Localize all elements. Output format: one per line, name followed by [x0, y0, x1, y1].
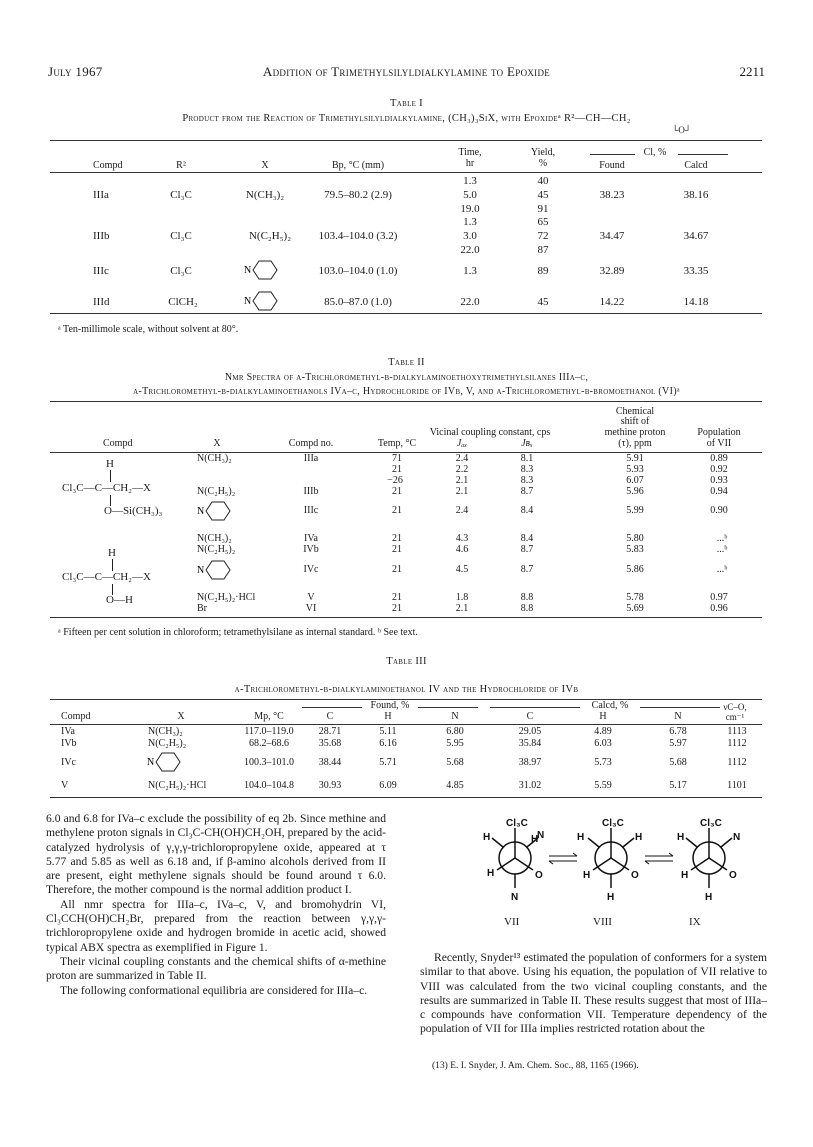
t2-r8-temp: 21 [392, 592, 402, 603]
vii-h-left: H [483, 832, 491, 843]
piperidine-ring-icon [244, 257, 288, 283]
t2-r5-shift: 5.80 [626, 533, 644, 544]
t1-h-compd: Compd [93, 160, 123, 171]
vii-ccl3: Cl₃C [506, 818, 528, 829]
t1-r0-y0: 40 [537, 175, 549, 187]
t3-r3-fh: 6.09 [379, 780, 397, 791]
ix-ccl3: Cl₃C [700, 818, 722, 829]
t2-r6-jax: 4.6 [455, 544, 469, 555]
t3-h-x: X [177, 711, 185, 722]
t2-h-jbx: Jʙₓ [521, 438, 533, 449]
t1-h-yield1: Yield, [530, 147, 556, 158]
t2-r7-jbx: 8.7 [520, 564, 534, 575]
ix-h-bottom: H [705, 892, 713, 903]
t1-r2-y0: 89 [537, 265, 549, 277]
t3-r1-ch: 6.03 [594, 738, 612, 749]
t1-r0-t2: 19.0 [460, 203, 480, 215]
body-left-p3: Their vicinal coupling constants and the chemical shifts of α-methine proton are summarized in Table II. [46, 954, 386, 983]
viii-h-left: H [577, 832, 585, 843]
t2-r8-jbx: 8.8 [520, 592, 534, 603]
t2-r9-temp: 21 [392, 603, 402, 614]
t2-r0-jbx: 8.1 [520, 453, 534, 464]
t2-h-chem4: (τ), ppm [618, 438, 652, 449]
t1-r2-compd: IIIc [93, 265, 109, 277]
t2-h-compdno: Compd no. [288, 438, 334, 449]
t3-r0-compd: IVa [61, 726, 75, 737]
svg-text:N: N [244, 265, 252, 276]
t2-r8-no: V [307, 592, 315, 603]
t3-h-calcd: Calcd, % [591, 700, 629, 711]
running-header-left: July 1967 [48, 64, 103, 79]
table2-label: Table II [388, 357, 425, 368]
t2-r1-shift: 5.93 [626, 464, 644, 475]
t3-r2-fc: 38.44 [318, 757, 342, 768]
t2-r3-temp: 21 [392, 486, 402, 497]
t2-h-temp: Temp, °C [377, 438, 417, 449]
t2-r7-no: IVc [303, 564, 319, 575]
t1-r2-t0: 1.3 [463, 265, 477, 277]
t1-r0-y1: 45 [537, 189, 549, 201]
t2-r2-shift: 6.07 [626, 475, 644, 486]
table3-label: Table III [386, 656, 427, 667]
reference-13: (13) E. I. Snyder, J. Am. Chem. Soc., 88, 1165 (1966). [432, 1061, 639, 1071]
t2-struct2-main: Cl₃C—C—CH₂—X [62, 571, 151, 583]
t2-r0-temp: 71 [392, 453, 402, 464]
t3-r2-cn: 5.68 [669, 757, 687, 768]
table1-title: Product from the Reaction of Trimethylsilyldialkylamine, (CH₃)₃SiX, with Epoxideᵃ R²—CH—CH₂ [182, 113, 631, 124]
t3-h-ch: H [599, 711, 607, 722]
t3-r1-fn: 5.95 [446, 738, 464, 749]
t2-r1-jax: 2.2 [455, 464, 469, 475]
t2-r0-no: IIIa [303, 453, 319, 464]
body-right-p1: Recently, Snyder¹³ estimated the population of conformers for a system similar to that above. Using his equation, the population of VII relative to VIII was calculated from the two vicinal coupling constants, and the results are summarized in Table II. These results suggest that most of IIIa–c compounds have conformation VII. Temperature dependency of the population of VII for IIIa implies restricted rotation about the [420, 951, 767, 1036]
vii-o: O [535, 870, 543, 881]
label-ix: IX [689, 916, 701, 928]
t2-struct2-sub: O—H [106, 594, 133, 606]
t3-r3-compd: V [61, 780, 69, 791]
t2-r2-jax: 2.1 [455, 475, 469, 486]
body-left-column [46, 812, 386, 998]
body-left-p2: All nmr spectra for IIIa–c, IVa–c, V, and bromohydrin VI, Cl₃CCH(OH)CH₂Br, prepared from the reaction between γ,γ,γ-trichloropropylene oxide and hydrogen bromide in acetic acid, showed typical ABX spectra as exemplified in Figure 1. [46, 897, 386, 954]
t3-r2-nu: 1112 [727, 757, 747, 768]
t2-r2-temp: −26 [387, 475, 403, 486]
t2-r6-x: N(C₂H₅)₂ [197, 544, 236, 555]
t3-r3-cn: 5.17 [669, 780, 687, 791]
t2-r4-shift: 5.99 [626, 505, 644, 516]
t3-r0-nu: 1113 [727, 726, 747, 737]
table2-title1: Nmr Spectra of α-Trichloromethyl-β-dialkylaminoethoxytrimethylsilanes IIIa–c, [224, 372, 589, 383]
t2-r1-jbx: 8.3 [520, 464, 534, 475]
t2-r5-x: N(CH₃)₂ [197, 533, 232, 544]
t2-r8-jax: 1.8 [455, 592, 469, 603]
table2-footnote: ᵃ Fifteen per cent solution in chloroform; tetramethylsilane as internal standard. ᵇ See text. [58, 627, 418, 638]
table1-label: Table I [390, 98, 423, 109]
piperidine-ring-icon [197, 557, 241, 583]
t3-r3-x: N(C₂H₅)₂·HCl [148, 780, 207, 791]
t1-r2-r: Cl₃C [170, 265, 192, 277]
t2-r0-shift: 5.91 [626, 453, 644, 464]
label-vii: VII [504, 916, 520, 928]
piperidine-ring-icon [244, 288, 288, 314]
t1-r1-t0: 1.3 [463, 216, 477, 228]
t2-r8-x: N(C₂H₅)₂·HCl [197, 592, 256, 603]
t1-r1-calcd: 34.67 [683, 230, 709, 242]
t2-r0-pop: 0.89 [710, 453, 728, 464]
t2-r6-jbx: 8.7 [520, 544, 534, 555]
t1-h-calcd: Calcd [684, 160, 708, 171]
t2-r6-no: IVb [303, 544, 319, 555]
t1-r3-found: 14.22 [599, 296, 625, 308]
t2-struct1-sub: O—Si(CH₃)₃ [104, 505, 163, 517]
t1-r3-y0: 45 [537, 296, 549, 308]
t2-struct2-h: H [108, 547, 116, 559]
t2-h-chem1: Chemical [615, 406, 655, 417]
ix-n: N [733, 832, 741, 843]
t3-r0-mp: 117.0–119.0 [244, 726, 294, 737]
t1-h-time1: Time, [458, 147, 482, 158]
t1-r3-compd: IIId [93, 296, 110, 308]
t3-h-compd: Compd [61, 711, 91, 722]
t2-r6-temp: 21 [392, 544, 402, 555]
t1-r1-x: N(C₂H₅)₂ [248, 230, 292, 242]
viii-h-lower: H [583, 870, 591, 881]
t1-r3-bp: 85.0–87.0 (1.0) [324, 296, 392, 308]
body-left-p4: The following conformational equilibria are considered for IIIa–c. [60, 983, 368, 997]
t2-r0-jax: 2.4 [455, 453, 469, 464]
viii-h-bottom: H [607, 892, 615, 903]
t1-r1-bp: 103.4–104.0 (3.2) [318, 230, 398, 242]
t1-r0-compd: IIIa [93, 189, 109, 201]
t3-r0-ch: 4.89 [594, 726, 612, 737]
t1-r1-y0: 65 [537, 216, 549, 228]
t1-r0-t1: 5.0 [463, 189, 477, 201]
t3-r0-cc: 29.05 [518, 726, 542, 737]
t2-struct1-main: Cl₃C—C—CH₂—X [62, 482, 151, 494]
t2-r8-shift: 5.78 [626, 592, 644, 603]
t1-r0-r: Cl₃C [170, 189, 192, 201]
ix-o: O [729, 870, 737, 881]
t2-r1-temp: 21 [392, 464, 402, 475]
t3-r3-nu: 1101 [727, 780, 747, 791]
t2-r2-pop: 0.93 [710, 475, 728, 486]
t2-r2-jbx: 8.3 [520, 475, 534, 486]
svg-text:N: N [197, 506, 205, 517]
table2-title2: α-Trichloromethyl-β-dialkylaminoethanols IVa–c, Hydrochloride of IVb, V, and α-Trichloromethyl-β-bromoethanol (VI)ᵃ [133, 386, 680, 397]
t1-r0-x: N(CH₃)₂ [245, 189, 285, 201]
t3-r1-mp: 68.2–68.6 [249, 738, 289, 749]
t3-h-found: Found, % [370, 700, 410, 711]
t2-r4-pop: 0.90 [710, 505, 728, 516]
table1-epoxide-ring: └O┘ [672, 125, 692, 135]
t1-r1-t2: 22.0 [460, 244, 480, 256]
t3-r0-x: N(CH₃)₂ [148, 726, 183, 737]
piperidine-ring-icon [197, 498, 241, 524]
t3-r1-fc: 35.68 [318, 738, 342, 749]
t1-r2-found: 32.89 [599, 265, 625, 277]
t2-r7-pop: ...ᵇ [716, 564, 728, 575]
viii-o: O [631, 870, 639, 881]
t2-r8-pop: 0.97 [710, 592, 728, 603]
t1-r2-bp: 103.0–104.0 (1.0) [318, 265, 398, 277]
table1-top-rule [50, 140, 762, 141]
t2-h-chem2: shift of [620, 416, 650, 427]
t1-h-r: R² [176, 160, 186, 171]
t2-r4-jbx: 8.4 [520, 505, 534, 516]
t2-h-jax: Jₐₓ [456, 438, 468, 449]
t3-r3-ch: 5.59 [594, 780, 612, 791]
t3-r2-fn: 5.68 [446, 757, 464, 768]
t2-r9-jax: 2.1 [455, 603, 469, 614]
t2-h-chem3: methine proton [604, 427, 666, 438]
t2-r9-jbx: 8.8 [520, 603, 534, 614]
t2-r6-shift: 5.83 [626, 544, 644, 555]
t2-r6-pop: ...ᵇ [716, 544, 728, 555]
t3-r1-nu: 1112 [727, 738, 747, 749]
svg-text:N: N [244, 296, 252, 307]
t2-r5-jbx: 8.4 [520, 533, 534, 544]
t3-r1-compd: IVb [61, 738, 77, 749]
viii-h-right: H [635, 832, 643, 843]
t2-r3-no: IIIb [303, 486, 319, 497]
t3-r3-fc: 30.93 [318, 780, 342, 791]
t3-h-cn: N [674, 711, 682, 722]
t1-r3-t0: 22.0 [460, 296, 480, 308]
t3-h-fh: H [384, 711, 392, 722]
svg-text:N: N [197, 565, 205, 576]
t2-r3-shift: 5.96 [626, 486, 644, 497]
t3-r0-fn: 6.80 [446, 726, 464, 737]
page-number: 2211 [739, 64, 765, 79]
body-left-p1: 6.0 and 6.8 for IVa–c exclude the possibility of eq 2b. Since methine and methylene proton signals in Cl₃C-CH(OH)CH₂OH, prepared by the acid-catalyzed hydrolysis of γ,γ,γ-trichloropropylene oxide, appeared at τ 5.77 and 5.85 as well as 6.18 and, if β-amino alcohols derived from II are present, eight methylene signals should be found around τ 6.0. Therefore, the mother compound is the normal addition product I. [46, 812, 386, 897]
t2-r3-jax: 2.1 [455, 486, 469, 497]
t3-r3-fn: 4.85 [446, 780, 464, 791]
t2-r9-x: Br [197, 603, 207, 614]
t1-r1-y2: 87 [537, 244, 549, 256]
t1-r3-calcd: 14.18 [683, 296, 709, 308]
t1-r0-calcd: 38.16 [683, 189, 709, 201]
table3-title: α-Trichloromethyl-β-dialkylaminoethanol IV and the Hydrochloride of IVb [234, 684, 579, 695]
t2-h-x: X [213, 438, 221, 449]
t2-r9-shift: 5.69 [626, 603, 644, 614]
t1-r0-bp: 79.5–80.2 (2.9) [324, 189, 392, 201]
t1-r1-found: 34.47 [599, 230, 625, 242]
t3-r2-cc: 38.97 [518, 757, 542, 768]
t2-h-pop2: of VII [706, 438, 732, 449]
newman-projections-diagram [465, 818, 765, 913]
t3-h-nu1: νC–O, [723, 702, 747, 712]
table1-footnote: ᵃ Ten-millimole scale, without solvent at 80°. [58, 324, 239, 335]
vii-n: N [511, 892, 519, 903]
t1-h-yield2: % [538, 158, 548, 169]
t2-r0-x: N(CH₃)₂ [197, 453, 232, 464]
t3-r2-compd: IVc [61, 757, 76, 768]
t2-r1-pop: 0.92 [710, 464, 728, 475]
label-viii: VIII [593, 916, 612, 928]
t1-r2-calcd: 33.35 [683, 265, 709, 277]
t2-r3-x: N(C₂H₅)₂ [197, 486, 236, 497]
t2-r4-temp: 21 [392, 505, 402, 516]
t1-r1-r: Cl₃C [170, 230, 192, 242]
t1-h-time2: hr [465, 158, 475, 169]
vii-h-lower: H [487, 868, 495, 879]
t3-r1-fh: 6.16 [379, 738, 397, 749]
t1-r3-r: ClCH₂ [168, 296, 198, 308]
t1-h-x: X [261, 160, 269, 171]
t3-r3-cc: 31.02 [518, 780, 542, 791]
t1-r0-t0: 1.3 [463, 175, 477, 187]
t1-h-found: Found [599, 160, 625, 171]
t1-h-bp: Bp, °C (mm) [331, 160, 385, 171]
t2-r9-pop: 0.96 [710, 603, 728, 614]
t2-r7-shift: 5.86 [626, 564, 644, 575]
t2-h-compd: Compd [103, 438, 133, 449]
t2-struct1-h: H [106, 458, 114, 470]
t1-h-cl: Cl, % [643, 147, 667, 158]
t3-r0-fh: 5.11 [379, 726, 397, 737]
t3-r0-cn: 6.78 [669, 726, 687, 737]
t3-r1-x: N(C₂H₅)₂ [148, 738, 187, 749]
t1-r0-found: 38.23 [599, 189, 625, 201]
t3-r2-fh: 5.71 [379, 757, 397, 768]
t1-r1-y1: 72 [537, 230, 549, 242]
t3-r1-cn: 5.97 [669, 738, 687, 749]
viii-ccl3: Cl₃C [602, 818, 624, 829]
running-header-center: Addition of Trimethylsilyldialkylamine to Epoxide [262, 64, 551, 79]
body-right-column [420, 951, 767, 1037]
t1-r1-compd: IIIb [93, 230, 110, 242]
t2-r4-jax: 2.4 [455, 505, 469, 516]
t1-r1-t1: 3.0 [463, 230, 477, 242]
vii-h-right: H [531, 834, 539, 845]
ix-h-lower: H [681, 870, 689, 881]
t3-h-fc: C [326, 711, 334, 722]
t2-r5-jax: 4.3 [455, 533, 469, 544]
t2-r7-jax: 4.5 [455, 564, 469, 575]
t3-r2-ch: 5.73 [594, 757, 612, 768]
svg-text:N: N [147, 757, 155, 768]
t3-r3-mp: 104.0–104.8 [244, 780, 294, 791]
t3-r0-fc: 28.71 [318, 726, 342, 737]
piperidine-ring-icon [147, 749, 191, 775]
t3-r1-cc: 35.84 [518, 738, 542, 749]
t2-h-pop1: Population [697, 427, 741, 438]
t3-h-cc: C [526, 711, 534, 722]
t2-r5-temp: 21 [392, 533, 402, 544]
t2-r9-no: VI [305, 603, 317, 614]
t3-h-mp: Mp, °C [254, 711, 284, 722]
t3-h-nu2: cm⁻¹ [725, 712, 745, 722]
t2-r5-no: IVa [304, 533, 318, 544]
t2-r5-pop: ...ᵇ [716, 533, 728, 544]
t2-r3-jbx: 8.7 [520, 486, 534, 497]
vii-n-upper: N [537, 830, 545, 841]
t2-r4-no: IIIc [303, 505, 319, 516]
t3-r2-mp: 100.3–101.0 [244, 757, 294, 768]
t2-r3-pop: 0.94 [710, 486, 728, 497]
t1-r0-y2: 91 [537, 203, 549, 215]
t2-h-vic: Vicinal coupling constant, cps [429, 427, 551, 438]
ix-h-left: H [677, 832, 685, 843]
t2-r7-temp: 21 [392, 564, 402, 575]
t3-h-fn: N [451, 711, 459, 722]
